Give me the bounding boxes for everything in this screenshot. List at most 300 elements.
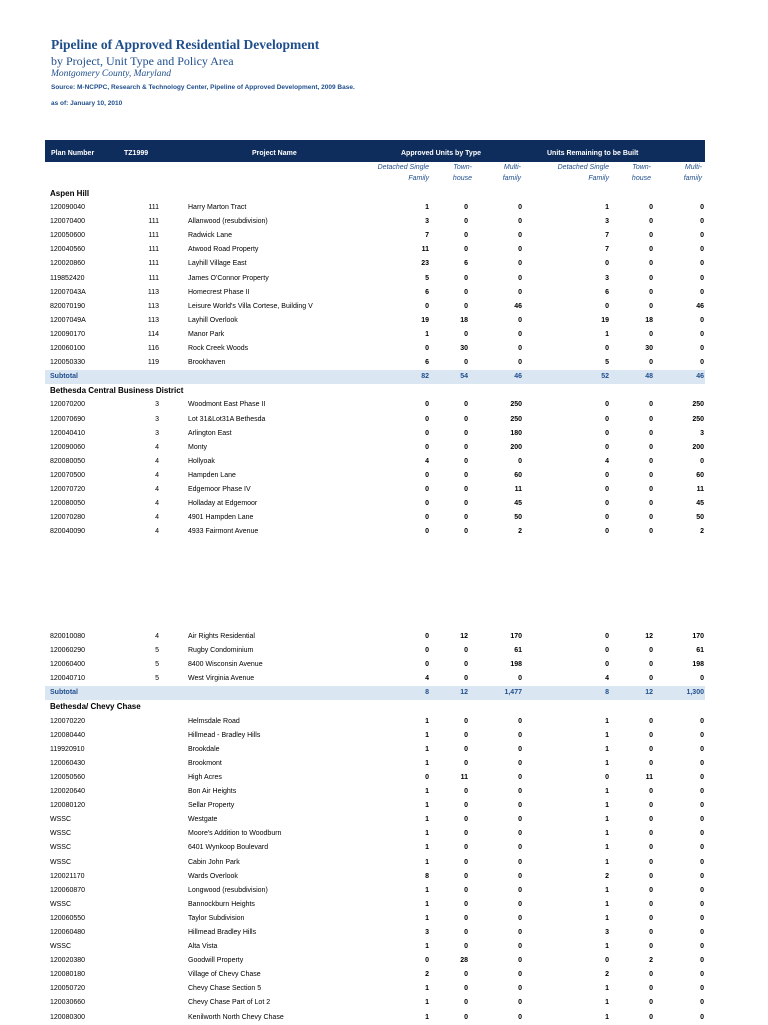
source-note: Source: M-NCPPC, Research & Technology Center, Pipeline of Approved Development, 2009 Base.: [51, 84, 355, 91]
remaining-detached: 0: [605, 647, 609, 655]
remaining-townhouse: 0: [649, 999, 653, 1007]
plan-number: 120050600: [50, 232, 86, 240]
approved-detached: 0: [425, 661, 429, 669]
plan-number: 120060400: [50, 661, 86, 669]
remaining-detached: 0: [605, 429, 609, 437]
remaining-multifamily: 0: [700, 1013, 704, 1021]
approved-multifamily: 0: [518, 900, 522, 908]
table-block-1: [45, 187, 705, 539]
project-name: Alta Vista: [188, 943, 218, 951]
remaining-townhouse: 0: [649, 443, 653, 451]
approved-detached: 23: [421, 260, 429, 268]
approved-detached: 7: [425, 232, 429, 240]
remaining-townhouse: 0: [649, 218, 653, 226]
table-subheader: [45, 162, 705, 186]
approved-multifamily: 0: [518, 316, 522, 324]
approved-townhouse: 0: [464, 500, 468, 508]
approved-detached: 1: [425, 943, 429, 951]
approved-townhouse: 0: [464, 528, 468, 536]
remaining-townhouse: 2: [649, 957, 653, 965]
project-name: Helmsdale Road: [188, 717, 240, 725]
remaining-townhouse: 0: [649, 359, 653, 367]
remaining-multifamily: 0: [700, 928, 704, 936]
plan-number: 120080120: [50, 802, 86, 810]
approved-detached: 0: [425, 957, 429, 965]
remaining-detached: 5: [605, 359, 609, 367]
area-heading-row: [45, 384, 705, 398]
remaining-multifamily: 0: [700, 900, 704, 908]
plan-number: 120040710: [50, 675, 86, 683]
project-name: Allanwood (resubdivision): [188, 218, 268, 226]
approved-multifamily: 2: [518, 528, 522, 536]
plan-number: 120060480: [50, 928, 86, 936]
remaining-multifamily: 0: [700, 985, 704, 993]
remaining-detached: 1: [605, 816, 609, 824]
approved-townhouse: 0: [464, 204, 468, 212]
approved-detached: 1: [425, 900, 429, 908]
remaining-detached: 0: [605, 415, 609, 423]
remaining-townhouse: 0: [649, 788, 653, 796]
approved-multifamily: 0: [518, 717, 522, 725]
approved-multifamily: 0: [518, 759, 522, 767]
project-name: 4901 Hampden Lane: [188, 514, 254, 522]
table-row: [45, 940, 705, 954]
approved-townhouse: 0: [464, 802, 468, 810]
approved-multifamily: 0: [518, 928, 522, 936]
remaining-townhouse: 0: [649, 302, 653, 310]
table-row: [45, 968, 705, 982]
approved-townhouse: 0: [464, 302, 468, 310]
remaining-multifamily: 0: [700, 345, 704, 353]
project-name: Kenilworth North Chevy Chase: [188, 1013, 284, 1021]
approved-detached: 1: [425, 204, 429, 212]
approved-townhouse: 30: [460, 345, 468, 353]
approved-townhouse: 0: [464, 457, 468, 465]
approved-multifamily: 0: [518, 232, 522, 240]
approved-detached: 4: [425, 675, 429, 683]
approved-multifamily: 198: [510, 661, 522, 669]
as-of-date: as of: January 10, 2010: [51, 100, 123, 107]
table-row: [45, 398, 705, 412]
remaining-detached: 0: [605, 514, 609, 522]
subtotal-row: [45, 686, 705, 700]
project-name: Edgemoor Phase IV: [188, 485, 251, 493]
plan-number: 12007049A: [50, 316, 86, 324]
approved-multifamily: 0: [518, 260, 522, 268]
remaining-townhouse: 0: [649, 204, 653, 212]
remaining-townhouse: 0: [649, 985, 653, 993]
subtotal-label: Subtotal: [50, 689, 78, 697]
remaining-detached: 0: [605, 401, 609, 409]
remaining-multifamily: 198: [692, 661, 704, 669]
table-row: [45, 272, 705, 286]
approved-townhouse: 0: [464, 330, 468, 338]
remaining-multifamily: 0: [700, 274, 704, 282]
approved-detached: 1: [425, 788, 429, 796]
project-name: Rock Creek Woods: [188, 345, 249, 353]
sub-remaining-sfd: Detached Single Family: [557, 164, 609, 182]
tz-code: 111: [148, 274, 159, 282]
approved-multifamily: 0: [518, 1013, 522, 1021]
tz-code: 113: [147, 288, 159, 296]
approved-multifamily: 0: [518, 218, 522, 226]
table-row: [45, 912, 705, 926]
approved-multifamily: 45: [514, 500, 522, 508]
remaining-detached: 0: [605, 957, 609, 965]
remaining-detached: 0: [605, 443, 609, 451]
remaining-detached: 0: [605, 500, 609, 508]
remaining-multifamily: 170: [692, 633, 704, 640]
table-row: [45, 469, 705, 483]
tz-code: 4: [155, 457, 159, 465]
approved-multifamily: 0: [518, 345, 522, 353]
plan-number: 120060550: [50, 914, 86, 922]
approved-townhouse: 11: [460, 773, 468, 781]
table-row: [45, 729, 705, 743]
remaining-townhouse: 0: [649, 485, 653, 493]
tz-code: 4: [155, 500, 159, 508]
remaining-detached: 1: [605, 788, 609, 796]
remaining-detached: 1: [605, 999, 609, 1007]
remaining-detached: 0: [605, 661, 609, 669]
tz-code: 4: [155, 485, 159, 493]
approved-townhouse: 0: [464, 914, 468, 922]
plan-number: 120030660: [50, 999, 86, 1007]
approved-detached: 0: [425, 528, 429, 536]
approved-townhouse: 0: [464, 900, 468, 908]
remaining-townhouse: 48: [645, 373, 653, 381]
tz-code: 4: [155, 514, 159, 522]
approved-detached: 1: [425, 985, 429, 993]
remaining-townhouse: 0: [649, 844, 653, 852]
tz-code: 114: [147, 330, 159, 338]
approved-townhouse: 0: [464, 1013, 468, 1021]
table-row: [45, 884, 705, 898]
remaining-townhouse: 0: [649, 943, 653, 951]
approved-townhouse: 0: [464, 788, 468, 796]
remaining-multifamily: 0: [700, 957, 704, 965]
sub-remaining-multi: Multi- family: [683, 164, 702, 182]
approved-detached: 1: [425, 844, 429, 852]
table-row: [45, 483, 705, 497]
approved-multifamily: 0: [518, 914, 522, 922]
remaining-multifamily: 0: [700, 457, 704, 465]
approved-multifamily: 0: [518, 675, 522, 683]
approved-townhouse: 0: [464, 675, 468, 683]
remaining-townhouse: 0: [649, 731, 653, 739]
remaining-townhouse: 0: [649, 288, 653, 296]
approved-multifamily: 0: [518, 773, 522, 781]
approved-townhouse: 0: [464, 246, 468, 254]
tz-code: 119: [147, 359, 159, 367]
approved-detached: 0: [425, 471, 429, 479]
table-row: [45, 644, 705, 658]
approved-townhouse: 0: [464, 830, 468, 838]
remaining-multifamily: 0: [700, 232, 704, 240]
remaining-multifamily: 61: [696, 647, 704, 655]
plan-number: 120090040: [50, 204, 86, 212]
approved-detached: 1: [425, 759, 429, 767]
approved-townhouse: 0: [464, 759, 468, 767]
project-name: Cabin John Park: [188, 858, 240, 866]
col-tz1999: TZ1999: [124, 150, 149, 157]
project-name: Chevy Chase Part of Lot 2: [188, 999, 271, 1007]
approved-multifamily: 0: [518, 204, 522, 212]
table-row: [45, 658, 705, 672]
plan-number: 820080050: [50, 457, 86, 465]
approved-multifamily: 250: [510, 415, 522, 423]
remaining-detached: 7: [605, 232, 609, 240]
approved-multifamily: 170: [510, 633, 522, 640]
remaining-detached: 0: [605, 302, 609, 310]
project-name: Moore's Addition to Woodburn: [188, 830, 282, 838]
remaining-multifamily: 0: [700, 759, 704, 767]
tz-code: 4: [155, 528, 159, 536]
page-title: Pipeline of Approved Residential Development: [51, 37, 320, 52]
plan-number: 820010080: [50, 633, 86, 640]
subtotal-label: Subtotal: [50, 373, 78, 381]
approved-detached: 1: [425, 830, 429, 838]
plan-number: 120050560: [50, 773, 86, 781]
approved-multifamily: 0: [518, 957, 522, 965]
table-row: [45, 511, 705, 525]
plan-number: 120080050: [50, 500, 86, 508]
approved-detached: 0: [425, 415, 429, 423]
tz-code: 111: [148, 246, 159, 254]
remaining-townhouse: 0: [649, 928, 653, 936]
remaining-detached: 1: [605, 858, 609, 866]
remaining-townhouse: 0: [649, 514, 653, 522]
col-units-remaining: Units Remaining to be Built: [547, 150, 639, 157]
approved-detached: 3: [425, 218, 429, 226]
table-row: [45, 525, 705, 539]
approved-detached: 1: [425, 330, 429, 338]
remaining-townhouse: 0: [649, 900, 653, 908]
approved-detached: 1: [425, 999, 429, 1007]
table-row: [45, 799, 705, 813]
approved-townhouse: 0: [464, 816, 468, 824]
remaining-multifamily: 0: [700, 773, 704, 781]
remaining-detached: 1: [605, 745, 609, 753]
remaining-detached: 1: [605, 886, 609, 894]
remaining-multifamily: 0: [700, 914, 704, 922]
plan-number: 120060430: [50, 759, 86, 767]
table-row: [45, 715, 705, 729]
approved-multifamily: 0: [518, 731, 522, 739]
table-row: [45, 785, 705, 799]
approved-detached: 0: [425, 302, 429, 310]
approved-multifamily: 0: [518, 830, 522, 838]
table-row: [45, 455, 705, 469]
page-subtitle: by Project, Unit Type and Policy Area: [51, 54, 234, 68]
tz-code: 116: [147, 345, 159, 353]
remaining-townhouse: 0: [649, 429, 653, 437]
county-label: Montgomery County, Maryland: [51, 69, 172, 79]
area-heading-row: [45, 187, 705, 201]
approved-detached: 0: [425, 514, 429, 522]
approved-multifamily: 0: [518, 985, 522, 993]
project-name: Hollyoak: [188, 457, 215, 465]
approved-townhouse: 0: [464, 401, 468, 409]
table-row: [45, 441, 705, 455]
remaining-townhouse: 30: [645, 345, 653, 353]
approved-multifamily: 200: [510, 443, 522, 451]
approved-multifamily: 50: [514, 514, 522, 522]
remaining-detached: 7: [605, 246, 609, 254]
project-name: 6401 Wynkoop Boulevard: [188, 844, 269, 852]
approved-townhouse: 54: [460, 373, 468, 381]
tz-code: 3: [155, 429, 159, 437]
sub-approved-town: Town- house: [452, 164, 472, 182]
remaining-multifamily: 0: [700, 844, 704, 852]
plan-number: 120020640: [50, 788, 86, 796]
approved-multifamily: 0: [518, 971, 522, 979]
table-row: [45, 243, 705, 257]
remaining-multifamily: 0: [700, 246, 704, 254]
tz-code: 4: [155, 443, 159, 451]
remaining-multifamily: 250: [692, 401, 704, 409]
approved-townhouse: 0: [464, 943, 468, 951]
remaining-multifamily: 0: [700, 858, 704, 866]
table-row: [45, 356, 705, 370]
plan-number: 120080300: [50, 1013, 86, 1021]
remaining-multifamily: 0: [700, 816, 704, 824]
remaining-multifamily: 0: [700, 886, 704, 894]
approved-townhouse: 0: [464, 443, 468, 451]
remaining-townhouse: 0: [649, 274, 653, 282]
approved-townhouse: 12: [460, 633, 468, 640]
remaining-multifamily: 0: [700, 971, 704, 979]
approved-townhouse: 0: [464, 731, 468, 739]
remaining-detached: 0: [605, 260, 609, 268]
plan-number: 120040410: [50, 429, 86, 437]
table-row: [45, 314, 705, 328]
remaining-detached: 1: [605, 330, 609, 338]
tz-code: 113: [147, 316, 159, 324]
area-heading: Bethesda Central Business District: [50, 386, 184, 396]
tz-code: 111: [148, 204, 159, 212]
project-name: High Acres: [188, 773, 222, 781]
remaining-townhouse: 0: [649, 457, 653, 465]
table-row: [45, 757, 705, 771]
plan-number: 120070200: [50, 401, 86, 409]
remaining-detached: 8: [605, 689, 609, 697]
project-name: 4933 Fairmont Avenue: [188, 528, 259, 536]
remaining-townhouse: 0: [649, 745, 653, 753]
remaining-multifamily: 46: [696, 302, 704, 310]
approved-detached: 0: [425, 485, 429, 493]
plan-number: 120070220: [50, 717, 86, 725]
remaining-multifamily: 0: [700, 745, 704, 753]
remaining-townhouse: 12: [645, 689, 653, 697]
table-row: [45, 870, 705, 884]
remaining-multifamily: 11: [696, 485, 704, 493]
approved-detached: 0: [425, 500, 429, 508]
plan-number: 120060870: [50, 886, 86, 894]
remaining-multifamily: 0: [700, 802, 704, 810]
table-row: [45, 427, 705, 441]
approved-townhouse: 0: [464, 971, 468, 979]
plan-number: 119920910: [50, 745, 85, 753]
tz-code: 5: [155, 661, 159, 669]
remaining-detached: 1: [605, 802, 609, 810]
remaining-multifamily: 0: [700, 316, 704, 324]
approved-detached: 5: [425, 274, 429, 282]
table-row: [45, 300, 705, 314]
remaining-detached: 1: [605, 204, 609, 212]
tz-code: 4: [155, 633, 159, 640]
table-row: [45, 771, 705, 785]
project-name: Longwood (resubdivision): [188, 886, 268, 894]
project-name: Hillmead - Bradley Hills: [188, 731, 261, 739]
tz-code: 4: [155, 471, 159, 479]
approved-detached: 1: [425, 745, 429, 753]
approved-multifamily: 46: [514, 302, 522, 310]
approved-detached: 1: [425, 717, 429, 725]
plan-number: 120020380: [50, 957, 86, 965]
table-row: [45, 286, 705, 300]
approved-detached: 4: [425, 457, 429, 465]
plan-number: 120040560: [50, 246, 86, 254]
sub-approved-sfd: Detached Single Family: [377, 164, 429, 182]
approved-townhouse: 0: [464, 999, 468, 1007]
remaining-townhouse: 0: [649, 971, 653, 979]
remaining-detached: 1: [605, 900, 609, 908]
remaining-townhouse: 0: [649, 675, 653, 683]
remaining-townhouse: 0: [649, 260, 653, 268]
remaining-detached: 0: [605, 528, 609, 536]
remaining-multifamily: 0: [700, 788, 704, 796]
approved-multifamily: 0: [518, 274, 522, 282]
table-row: [45, 229, 705, 243]
approved-multifamily: 46: [514, 373, 522, 381]
remaining-detached: 1: [605, 914, 609, 922]
remaining-multifamily: 0: [700, 872, 704, 880]
plan-number: 120080440: [50, 731, 86, 739]
table-row: [45, 630, 705, 644]
remaining-detached: 0: [605, 471, 609, 479]
remaining-townhouse: 0: [649, 232, 653, 240]
approved-detached: 8: [425, 689, 429, 697]
remaining-detached: 52: [601, 373, 609, 381]
plan-number: WSSC: [50, 858, 71, 866]
table-row: [45, 413, 705, 427]
remaining-townhouse: 0: [649, 816, 653, 824]
plan-number: 120070280: [50, 514, 86, 522]
approved-multifamily: 60: [514, 471, 522, 479]
approved-detached: 0: [425, 429, 429, 437]
table-row: [45, 827, 705, 841]
project-name: Taylor Subdivision: [188, 914, 245, 922]
approved-townhouse: 0: [464, 514, 468, 522]
approved-detached: 3: [425, 928, 429, 936]
approved-townhouse: 0: [464, 218, 468, 226]
table-row: [45, 215, 705, 229]
remaining-multifamily: 0: [700, 830, 704, 838]
remaining-detached: 2: [605, 971, 609, 979]
table-row: [45, 813, 705, 827]
approved-multifamily: 0: [518, 886, 522, 894]
plan-number: 120070500: [50, 471, 86, 479]
project-name: Arlington East: [188, 429, 232, 437]
project-name: Hampden Lane: [188, 471, 236, 479]
approved-multifamily: 61: [514, 647, 522, 655]
project-name: Manor Park: [188, 330, 225, 338]
remaining-townhouse: 0: [649, 759, 653, 767]
remaining-detached: 0: [605, 345, 609, 353]
remaining-detached: 1: [605, 830, 609, 838]
plan-number: 120050330: [50, 359, 86, 367]
